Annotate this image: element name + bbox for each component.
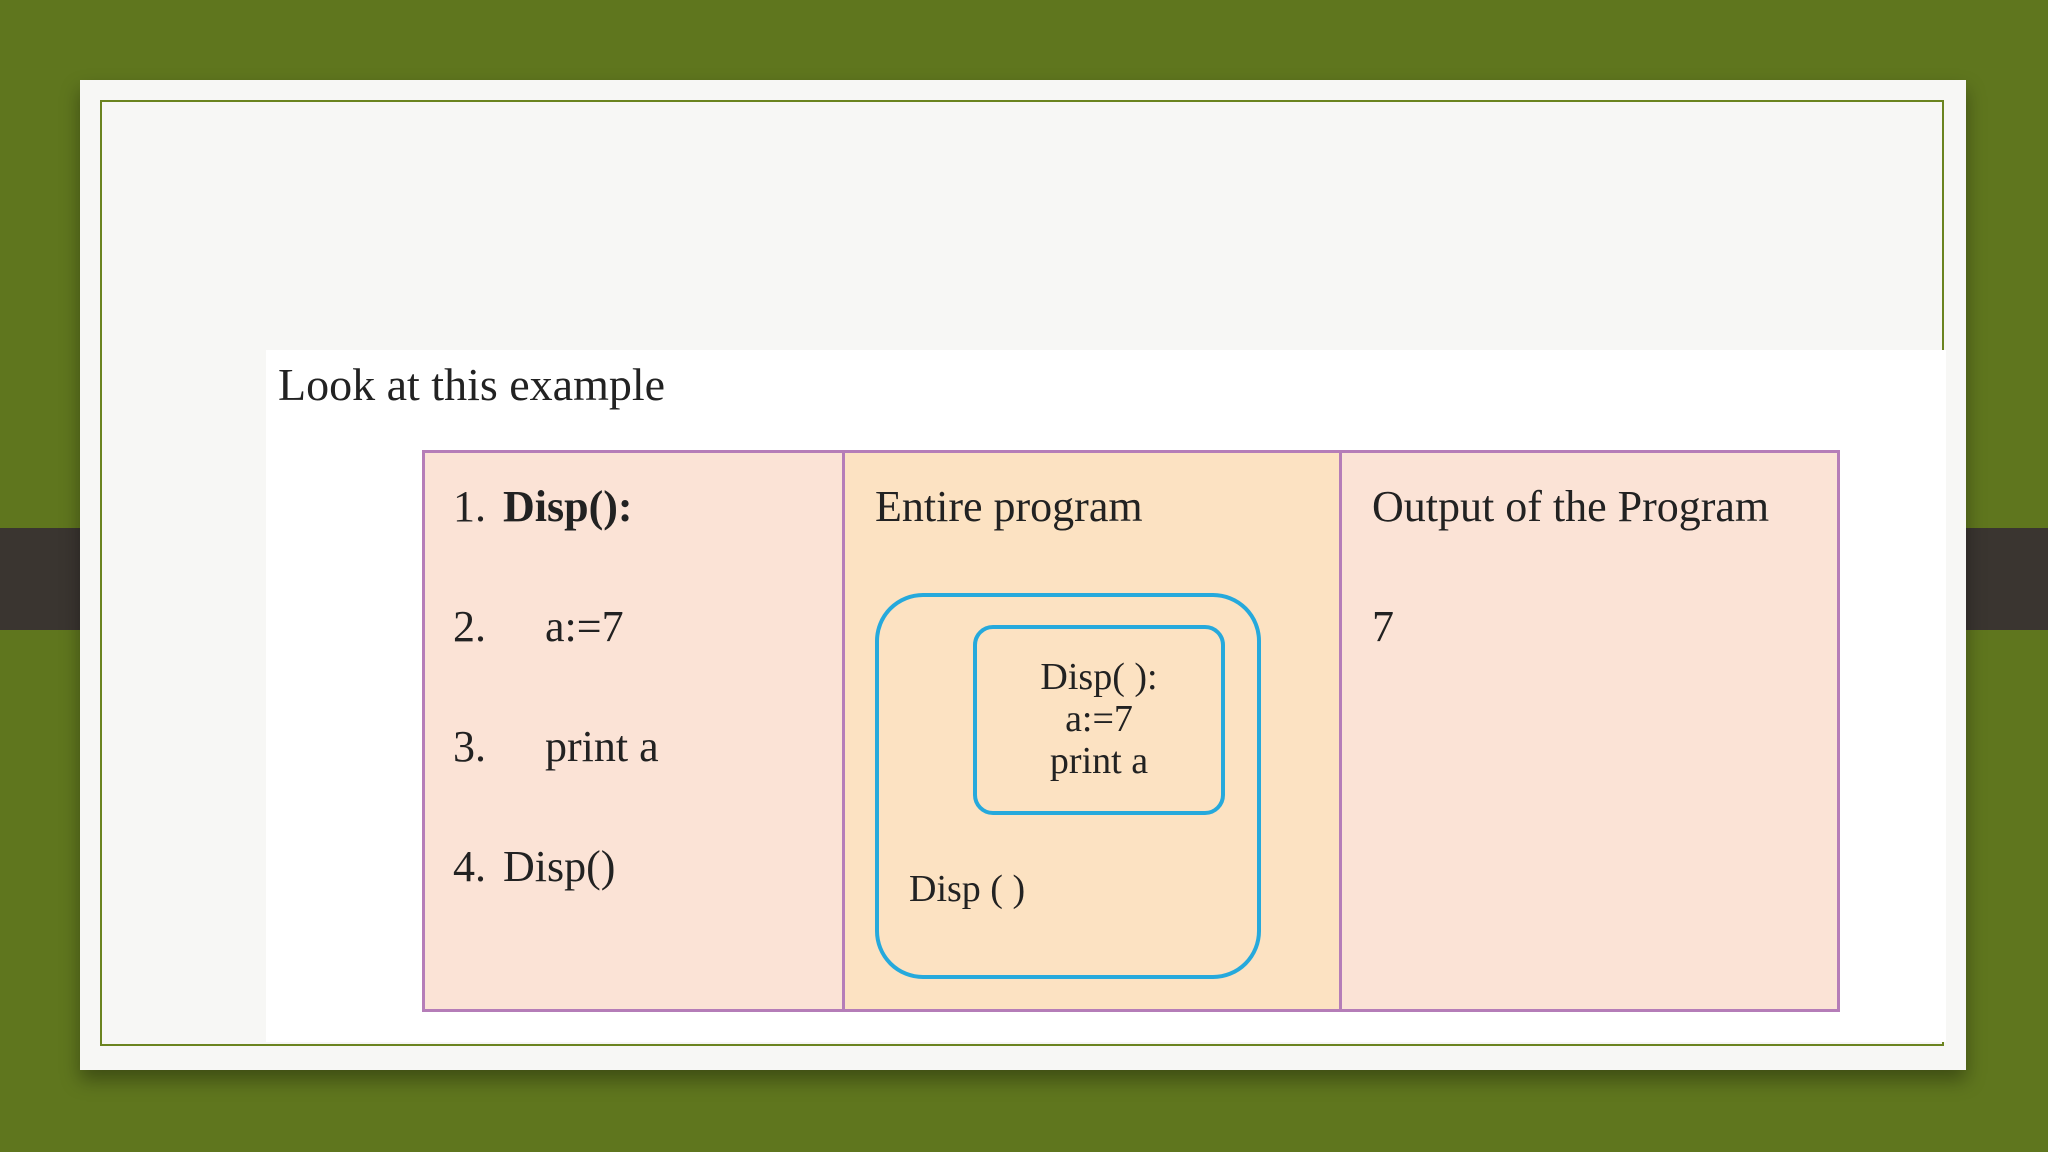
function-call-text: Disp ( ) [909, 868, 1026, 910]
output-value: 7 [1372, 602, 1394, 651]
example-figure [266, 350, 1946, 1042]
line-number: 4. [453, 842, 486, 891]
example-table [422, 450, 1840, 1012]
code-line-1 [453, 481, 633, 532]
program-scope-box [875, 593, 1261, 979]
code-line-4 [453, 841, 615, 892]
line-code: print a [545, 722, 659, 771]
function-line-1: Disp( ): [1040, 656, 1158, 699]
line-number: 3. [453, 722, 486, 771]
output-heading: Output of the Program [1372, 482, 1770, 531]
function-scope-box [973, 625, 1225, 815]
function-line-3: print a [1049, 739, 1149, 782]
line-code: Disp() [503, 842, 616, 891]
output-column [1342, 453, 1837, 1009]
slide-card [80, 80, 1966, 1070]
program-heading: Entire program [875, 482, 1143, 531]
code-line-3 [453, 721, 659, 772]
code-column [425, 453, 845, 1009]
line-number: 1. [453, 482, 486, 531]
program-column [845, 453, 1342, 1009]
function-line-2: a:=7 [1065, 698, 1133, 741]
code-line-2 [453, 601, 624, 652]
line-code: a:=7 [545, 602, 624, 651]
line-code: Disp(): [503, 482, 633, 531]
line-number: 2. [453, 602, 486, 651]
intro-text: Look at this example [278, 359, 666, 410]
